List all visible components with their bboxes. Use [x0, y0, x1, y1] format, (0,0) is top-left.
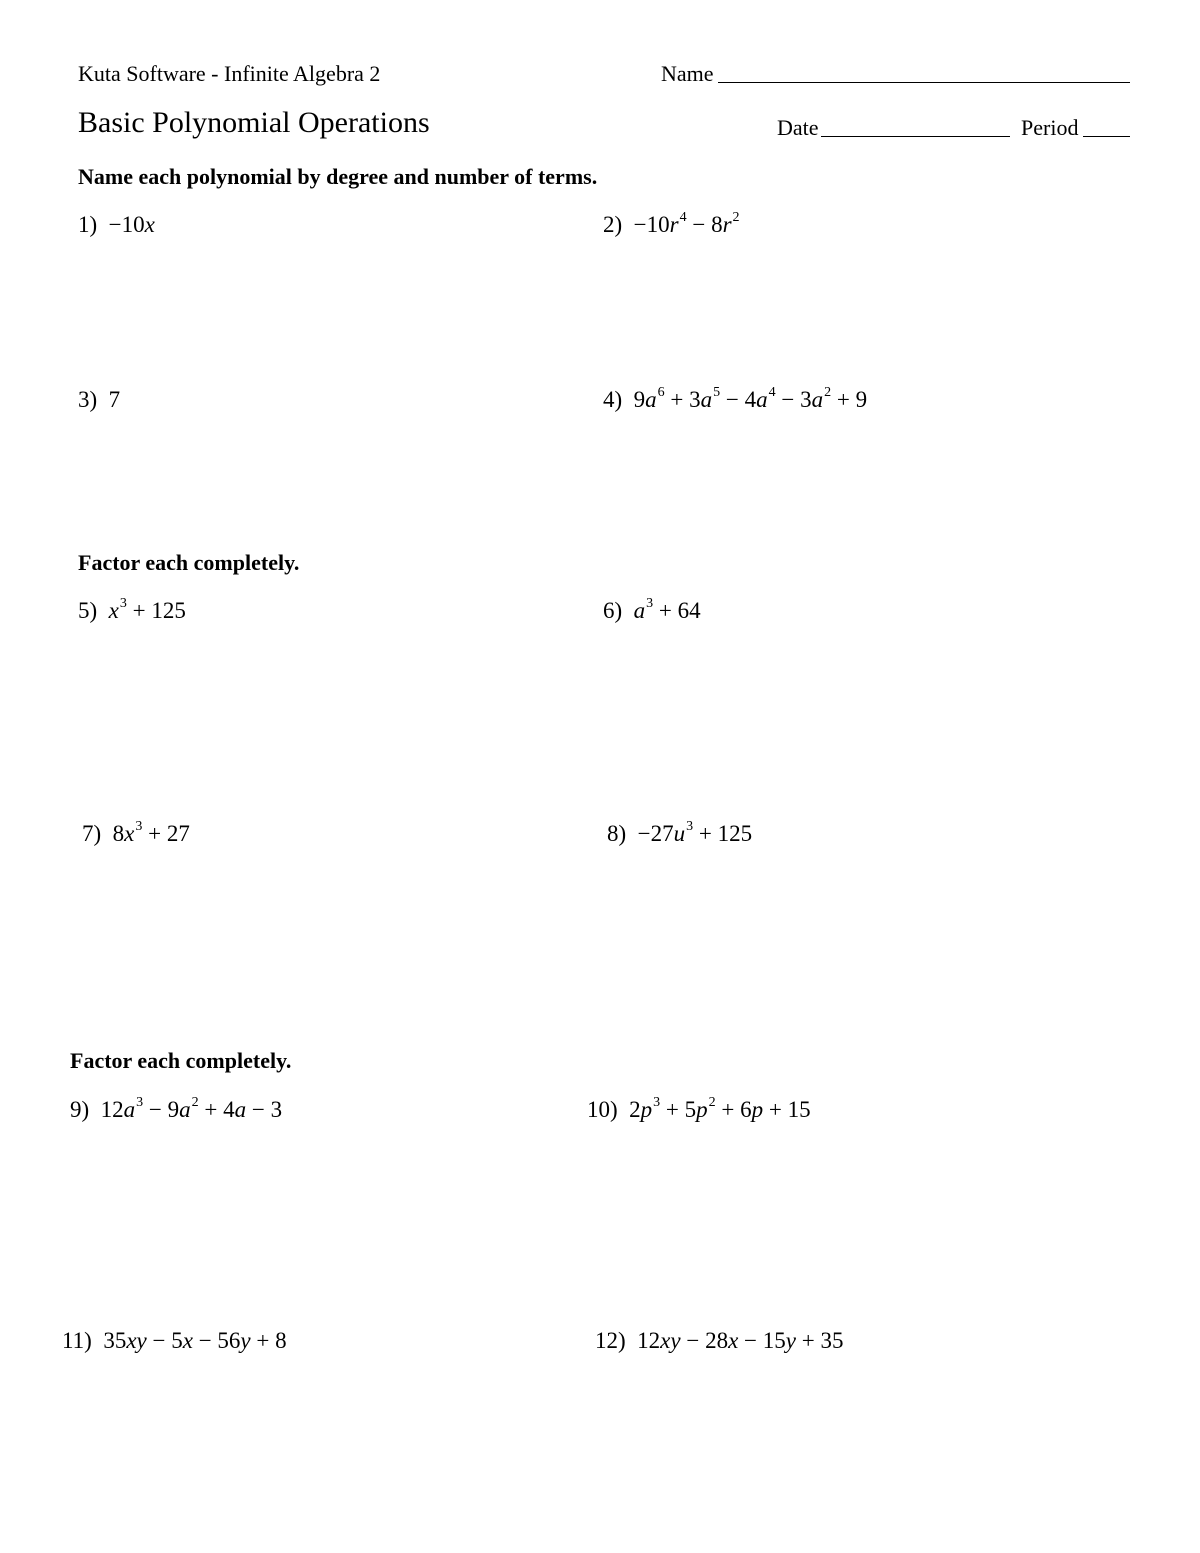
math-term: − 3 — [775, 387, 812, 412]
math-exponent: 3 — [136, 1095, 144, 1110]
math-term: 35 — [103, 1328, 127, 1353]
math-var: x — [728, 1328, 739, 1353]
problem-number: 4) — [603, 387, 623, 412]
math-term: 8 — [112, 821, 125, 846]
math-var: p — [640, 1097, 653, 1122]
problem-number: 3) — [78, 387, 98, 412]
math-term: + 3 — [664, 387, 701, 412]
math-var: x — [108, 598, 119, 623]
math-exponent: 3 — [135, 819, 143, 834]
math-term: + 6 — [715, 1097, 752, 1122]
math-term: − 9 — [143, 1097, 180, 1122]
math-var: x — [124, 821, 135, 846]
math-var: a — [645, 387, 657, 412]
math-var: a — [123, 1097, 136, 1122]
math-var: xy — [660, 1328, 681, 1353]
problem-number: 11) — [62, 1328, 92, 1353]
math-var: x — [144, 212, 155, 237]
math-term: − 8 — [686, 212, 723, 237]
problem-9 — [70, 1097, 282, 1123]
problem-number: 12) — [595, 1328, 626, 1353]
problem-6 — [603, 598, 701, 624]
math-exponent: 3 — [646, 596, 654, 611]
name-label: Name — [661, 61, 714, 86]
math-var: p — [751, 1097, 764, 1122]
math-term: 7 — [108, 387, 121, 412]
problem-4 — [603, 387, 867, 413]
math-term: + 5 — [660, 1097, 697, 1122]
problem-1 — [78, 212, 155, 238]
math-term: − 56 — [192, 1328, 241, 1353]
math-exponent: 6 — [657, 385, 665, 400]
date-label: Date — [777, 115, 819, 140]
problem-2 — [603, 212, 740, 238]
problem-number: 7) — [82, 821, 102, 846]
math-term: −10 — [633, 212, 670, 237]
math-var: x — [182, 1328, 193, 1353]
math-exponent: 3 — [119, 596, 127, 611]
math-term: − 5 — [146, 1328, 183, 1353]
math-term: 9 — [633, 387, 646, 412]
math-var: a — [234, 1097, 247, 1122]
problem-number: 8) — [607, 821, 627, 846]
math-term: + 9 — [831, 387, 868, 412]
math-term: − 3 — [246, 1097, 283, 1122]
math-term: 12 — [637, 1328, 661, 1353]
math-var: a — [633, 598, 646, 623]
math-var: y — [785, 1328, 796, 1353]
name-field[interactable] — [718, 82, 1130, 83]
math-term: + 64 — [653, 598, 701, 623]
math-exponent: 2 — [191, 1095, 199, 1110]
period-field[interactable] — [1083, 136, 1130, 137]
math-var: r — [669, 212, 679, 237]
math-term: + 35 — [796, 1328, 844, 1353]
math-term: + 27 — [142, 821, 190, 846]
publisher-label: Kuta Software - Infinite Algebra 2 — [78, 61, 381, 86]
math-var: xy — [126, 1328, 147, 1353]
math-term: − 28 — [680, 1328, 729, 1353]
problem-number: 1) — [78, 212, 98, 237]
math-exponent: 3 — [653, 1095, 661, 1110]
problem-11 — [62, 1328, 287, 1354]
math-var: r — [722, 212, 732, 237]
problem-number: 10) — [587, 1097, 618, 1122]
math-var: y — [240, 1328, 251, 1353]
math-exponent: 2 — [708, 1095, 716, 1110]
math-var: u — [673, 821, 686, 846]
period-label: Period — [1021, 115, 1079, 140]
math-var: p — [696, 1097, 708, 1122]
problem-3 — [78, 387, 120, 413]
problem-number: 6) — [603, 598, 623, 623]
math-exponent: 2 — [824, 385, 832, 400]
math-var: a — [811, 387, 824, 412]
problem-8 — [607, 821, 752, 847]
math-term: 12 — [100, 1097, 124, 1122]
math-term: −27 — [637, 821, 674, 846]
math-term: −10 — [108, 212, 145, 237]
math-exponent: 3 — [686, 819, 694, 834]
section-instruction: Name each polynomial by degree and number of terms. — [78, 164, 598, 189]
date-field[interactable] — [821, 136, 1010, 137]
math-var: a — [700, 387, 713, 412]
math-term: + 4 — [198, 1097, 235, 1122]
math-var: a — [179, 1097, 191, 1122]
problem-number: 9) — [70, 1097, 90, 1122]
problem-number: 2) — [603, 212, 623, 237]
problem-7 — [82, 821, 190, 847]
page-title: Basic Polynomial Operations — [78, 106, 430, 139]
math-exponent: 4 — [768, 385, 776, 400]
problem-5 — [78, 598, 186, 624]
math-var: a — [756, 387, 768, 412]
math-term: 2 — [629, 1097, 641, 1122]
math-exponent: 4 — [679, 210, 687, 225]
math-term: + 125 — [693, 821, 753, 846]
math-term: − 15 — [738, 1328, 786, 1353]
math-term: + 125 — [126, 598, 186, 623]
math-term: − 4 — [720, 387, 757, 412]
section-instruction: Factor each completely. — [70, 1048, 292, 1073]
problem-10 — [587, 1097, 811, 1123]
problem-12 — [595, 1328, 843, 1354]
math-exponent: 5 — [713, 385, 721, 400]
problem-number: 5) — [78, 598, 98, 623]
math-term: + 15 — [763, 1097, 811, 1122]
section-instruction: Factor each completely. — [78, 550, 300, 575]
math-term: + 8 — [250, 1328, 287, 1353]
math-exponent: 2 — [732, 210, 740, 225]
